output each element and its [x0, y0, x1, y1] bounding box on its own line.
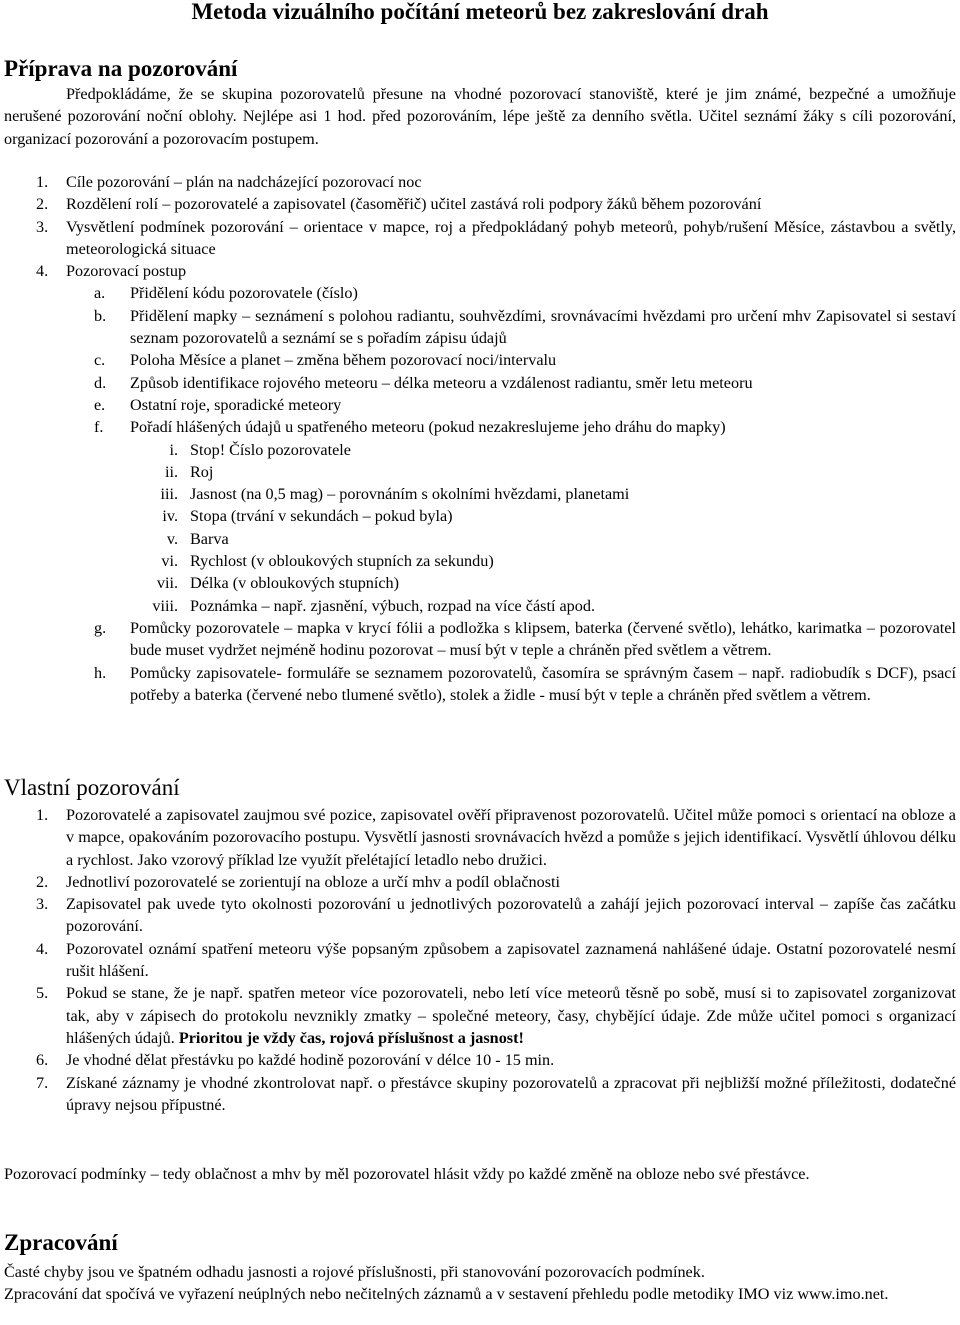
list-roman: iii. — [160, 485, 178, 504]
list-item — [0, 1049, 956, 1071]
section-heading-observation: Vlastní pozorování — [4, 775, 180, 800]
list-number: 5. — [36, 984, 49, 1003]
roman-list-item — [0, 461, 956, 483]
roman-list-item — [0, 505, 956, 527]
list-number: 3. — [36, 217, 49, 236]
observation-list — [0, 804, 956, 1116]
list-roman: viii. — [152, 596, 178, 615]
roman-item-text: Délka (v obloukových stupních) — [190, 574, 400, 593]
intro-paragraph: Předpokládáme, že se skupina pozorovatelů přesune na vhodné pozorovací stanoviště, které je jim známé, bezpečné a umožňuje nerušené pozorování noční oblohy. Nejlépe asi 1 hod. před pozorováním, lépe ještě za denního světla. Učitel seznámí žáky s cíli pozorování, organizací pozorování a pozorovacím postupem. — [4, 85, 956, 148]
list-letter: c. — [94, 351, 106, 370]
sub-item-text: Ostatní roje, sporadické meteory — [130, 395, 342, 414]
roman-list-item — [0, 528, 956, 550]
list-item-text: Pokud se stane, že je např. spatřen meteor více pozorovateli, nebo letí více meteorů těsně po sobě, musí si to zapisovatel zorganizovat tak, aby v zápisech do protokolu nevznikly zmatky – společné meteory, časy, chybějící údaje. Zde může učitel pomoci s organizací hlášených údajů. — [66, 984, 956, 1047]
document-title: Metoda vizuálního počítání meteorů bez zakreslování drah — [191, 0, 769, 24]
priority-note: Prioritou je vždy čas, rojová příslušnost a jasnost! — [178, 1028, 524, 1047]
section-heading-processing: Zpracování — [4, 1230, 118, 1255]
list-roman: ii. — [164, 462, 178, 481]
list-number: 1. — [36, 173, 49, 191]
list-roman: i. — [169, 440, 178, 459]
roman-item-text: Poznámka – např. zjasnění, výbuch, rozpad na více částí apod. — [190, 596, 595, 615]
list-letter: f. — [94, 418, 104, 437]
section-heading-preparation: Příprava na pozorování — [4, 56, 238, 81]
sub-item-text: Přidělení mapky – seznámení s polohou radiantu, souhvězdími, srovnávacími hvězdami pro určení mhv Zapisovatel si sestaví seznam pozorovatelů a seznámí se s pořadím zápisu údajů — [130, 306, 956, 348]
sub-list-item — [0, 662, 956, 707]
roman-item-text: Rychlost (v obloukových stupních za sekundu) — [190, 552, 494, 571]
sub-list-item — [0, 349, 956, 371]
closing-paragraph: Pozorovací podmínky – tedy oblačnost a mhv by měl pozorovatel hlásit vždy po každé změně na obloze nebo své přestávce. — [4, 1165, 810, 1183]
roman-item-text: Jasnost (na 0,5 mag) – porovnáním s okolními hvězdami, planetami — [190, 485, 630, 504]
roman-list-item — [0, 572, 956, 594]
list-item-text: Je vhodné dělat přestávku po každé hodině pozorování v délce 10 - 15 min. — [66, 1051, 555, 1070]
list-letter: a. — [94, 284, 106, 303]
sub-item-text: Pomůcky zapisovatele- formuláře se seznamem pozorovatelů, časomíra se správným časem – např. radiobudík s DCF), psací potřeby a baterka (červené nebo tlumené světlo), stolek a židle - musí být v teple a chráněn před světlem a větrem. — [130, 663, 956, 704]
list-roman: vii. — [156, 574, 178, 593]
roman-item-text: Stop! Číslo pozorovatele — [190, 440, 351, 459]
sub-list-item — [0, 416, 956, 438]
sub-item-text: Pomůcky pozorovatele – mapka v krycí fólii a podložka s klipsem, baterka (červené světlo), lehátko, karimatka – pozorovatel bude muset vydržet nejméně hodinu pozorovat – musí být v teple a chráněn před světlem a větrem. — [130, 618, 956, 660]
list-item-text: Pozorovací postup — [66, 262, 187, 281]
processing-paragraph-1: Časté chyby jsou ve špatném odhadu jasnosti a rojové příslušnosti, při stanovování pozorovacích podmínek. — [4, 1263, 705, 1281]
list-item-text: Rozdělení rolí – pozorovatelé a zapisovatel (časoměřič) učitel zastává roli podpory žáků během pozorování — [66, 195, 762, 214]
list-number: 4. — [36, 262, 49, 281]
list-number: 4. — [36, 939, 49, 958]
list-item — [0, 171, 956, 193]
sub-list-item — [0, 282, 956, 304]
roman-list-item — [0, 550, 956, 572]
list-item — [0, 260, 956, 282]
list-letter: e. — [94, 395, 106, 414]
list-item — [0, 982, 956, 1049]
list-roman: vi. — [161, 552, 178, 571]
roman-list-item — [0, 439, 956, 461]
roman-item-text: Stopa (trvání v sekundách – pokud byla) — [190, 507, 453, 526]
roman-item-text: Barva — [190, 529, 229, 548]
list-item — [0, 216, 956, 261]
list-roman: iv. — [162, 507, 178, 526]
list-item-text: Pozorovatel oznámí spatření meteoru výše popsaným způsobem a zapisovatel zaznamená nahlášené údaje. Ostatní pozorovatelé nesmí rušit hlášení. — [66, 939, 956, 981]
roman-item-text: Roj — [190, 462, 214, 481]
list-number: 3. — [36, 895, 49, 914]
roman-list-item — [0, 595, 956, 617]
list-letter: b. — [94, 306, 107, 325]
roman-list-item — [0, 483, 956, 505]
processing-paragraph-2: Zpracování dat spočívá ve vyřazení neúplných nebo nečitelných záznamů a v sestavení přehledu podle metodiky IMO viz www.imo.net. — [4, 1285, 889, 1304]
sub-item-text: Přidělení kódu pozorovatele (číslo) — [130, 284, 358, 303]
list-letter: g. — [94, 618, 107, 637]
observation-section — [0, 804, 956, 1116]
list-item-text: Zapisovatel pak uvede tyto okolnosti pozorování u jednotlivých pozorovatelů a zahájí jejich pozorovací interval – zapíše čas začátku pozorování. — [66, 895, 956, 936]
sub-list-item — [0, 305, 956, 350]
list-item-text: Pozorovatelé a zapisovatel zaujmou své pozice, zapisovatel ověří připravenost pozorovatelů. Učitel může pomoci s orientací na obloze a v mapce, opakováním pozorovacího postupu. Vysvětlí jasnosti srovnávacích hvězd a pomůže s jejich identifikací. Vysvětlí úhlovou délku a rychlost. Jako vzorový příklad lze využít přelétající letadlo nebo družici. — [66, 806, 956, 869]
preparation-list — [0, 171, 956, 706]
list-item-text: Cíle pozorování – plán na nadcházející pozorovací noc — [66, 173, 422, 191]
list-item — [0, 893, 956, 938]
list-item — [0, 871, 956, 893]
list-roman: v. — [166, 529, 178, 548]
list-item-text: Získané záznamy je vhodné zkontrolovat např. o přestávce skupiny pozorovatelů a zpracovat při nejbližší možné příležitosti, dodatečné úpravy nejsou přípustné. — [66, 1073, 956, 1114]
list-item-text: Vysvětlení podmínek pozorování – orientace v mapce, roj a předpokládaný pohyb meteorů, pohyb/rušení Měsíce, zástavbou a světly, meteorologická situace — [66, 217, 956, 258]
list-number: 6. — [36, 1051, 49, 1070]
list-letter: d. — [94, 373, 107, 392]
list-letter: h. — [94, 663, 107, 682]
sub-item-text: Poloha Měsíce a planet – změna během pozorovací noci/intervalu — [130, 351, 557, 370]
processing-section — [4, 1261, 956, 1306]
list-item — [0, 804, 956, 871]
sub-item-text: Pořadí hlášených údajů u spatřeného meteoru (pokud nezakreslujeme jeho dráhu do mapky) — [130, 418, 726, 437]
sub-list-item — [0, 617, 956, 662]
sub-list-item — [0, 372, 956, 394]
sub-list-item — [0, 394, 956, 416]
list-number: 2. — [36, 872, 49, 891]
list-item — [0, 938, 956, 983]
list-number: 2. — [36, 195, 49, 214]
list-number: 1. — [36, 806, 49, 824]
sub-item-text: Způsob identifikace rojového meteoru – délka meteoru a vzdálenost radiantu, směr letu meteoru — [130, 373, 753, 392]
list-item — [0, 193, 956, 215]
list-item — [0, 1072, 956, 1117]
list-number: 7. — [36, 1073, 49, 1092]
list-item-text: Jednotliví pozorovatelé se zorientují na obloze a určí mhv a podíl oblačnosti — [66, 872, 561, 891]
